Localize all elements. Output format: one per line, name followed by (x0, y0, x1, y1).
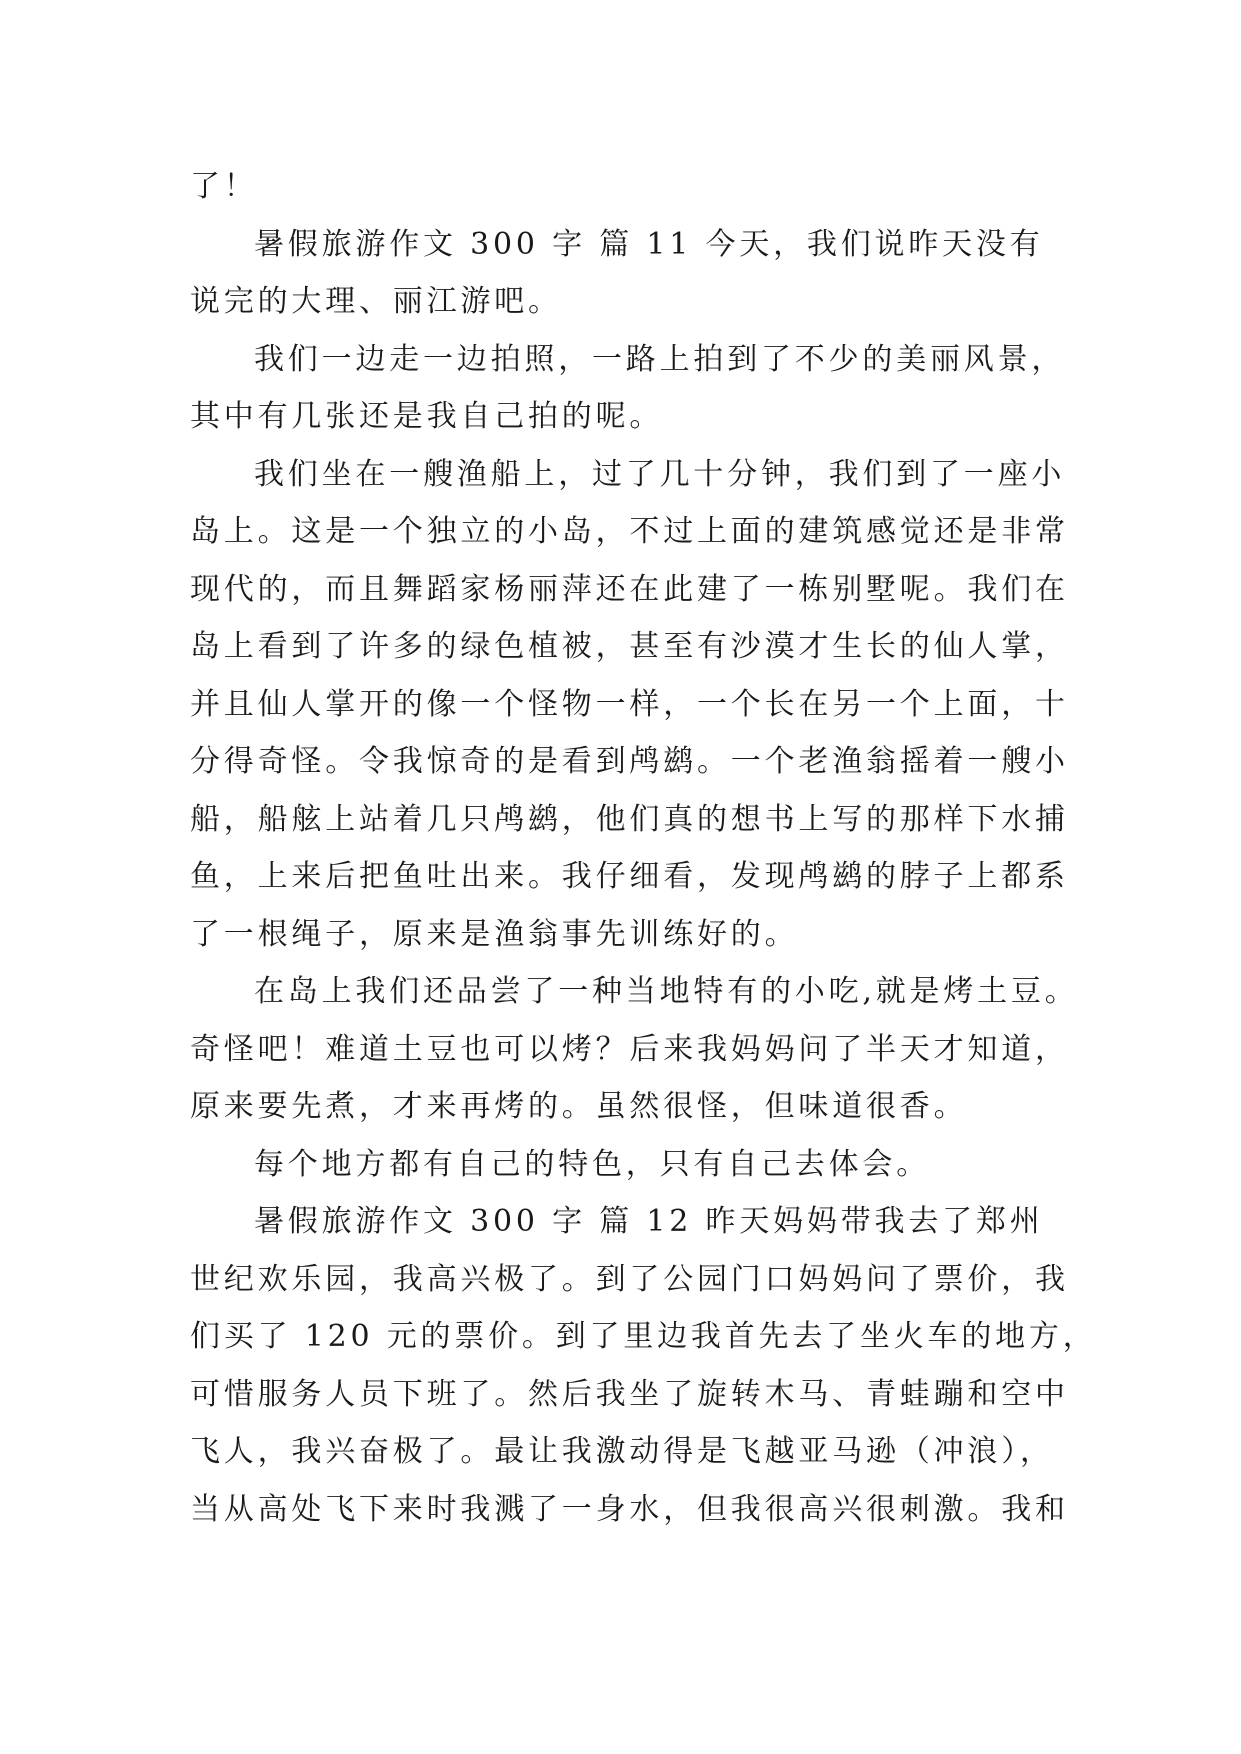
paragraph-start-line: 在岛上我们还品尝了一种当地特有的小吃,就是烤土豆。 (254, 974, 1079, 1009)
text-line: 并且仙人掌开的像一个怪物一样，一个长在另一个上面，十 (190, 686, 1069, 722)
text-line: 原来要先煮，才来再烤的。虽然很怪，但味道很香。 (190, 1089, 968, 1124)
text-line: 船，船舷上站着几只鸬鹚，他们真的想书上写的那样下水捕 (190, 801, 1069, 837)
text-line: 当从高处飞下来时我溅了一身水，但我很高兴很刺激。我和 (190, 1491, 1069, 1527)
section-heading-line: 暑假旅游作文 300 字 篇 11 今天，我们说昨天没有 (254, 226, 1044, 262)
text-line: 现代的，而且舞蹈家杨丽萍还在此建了一栋别墅呢。我们在 (190, 571, 1069, 607)
text-line: 奇怪吧！难道土豆也可以烤？后来我妈妈问了半天才知道， (190, 1031, 1069, 1067)
text-line: 岛上。这是一个独立的小岛，不过上面的建筑感觉还是非常 (190, 514, 1069, 549)
text-line: 说完的大理、丽江游吧。 (190, 284, 562, 319)
text-line: 其中有几张还是我自己拍的呢。 (190, 399, 664, 434)
document-page (190, 158, 1097, 1538)
text-line: 了！ (190, 169, 258, 204)
text-line: 飞人，我兴奋极了。最让我激动得是飞越亚马逊（冲浪）， (190, 1434, 1054, 1469)
text-line: 分得奇怪。令我惊奇的是看到鸬鹚。一个老渔翁摇着一艘小 (190, 744, 1069, 779)
text-line: 可惜服务人员下班了。然后我坐了旋转木马、青蛙蹦和空中 (190, 1376, 1069, 1412)
text-line: 岛上看到了许多的绿色植被，甚至有沙漠才生长的仙人掌， (190, 629, 1069, 664)
text-line: 们买了 120 元的票价。到了里边我首先去了坐火车的地方， (190, 1319, 1097, 1354)
paragraph-start-line: 每个地方都有自己的特色，只有自己去体会。 (254, 1146, 930, 1182)
text-line: 鱼，上来后把鱼吐出来。我仔细看，发现鸬鹚的脖子上都系 (190, 859, 1069, 894)
paragraph-start-line: 我们一边走一边拍照，一路上拍到了不少的美丽风景， (254, 341, 1066, 377)
text-line: 了一根绳子，原来是渔翁事先训练好的。 (190, 916, 799, 952)
text-line: 世纪欢乐园，我高兴极了。到了公园门口妈妈问了票价，我 (190, 1261, 1069, 1297)
section-heading-line: 暑假旅游作文 300 字 篇 12 昨天妈妈带我去了郑州 (254, 1204, 1044, 1239)
paragraph-start-line: 我们坐在一艘渔船上，过了几十分钟，我们到了一座小 (254, 456, 1066, 492)
